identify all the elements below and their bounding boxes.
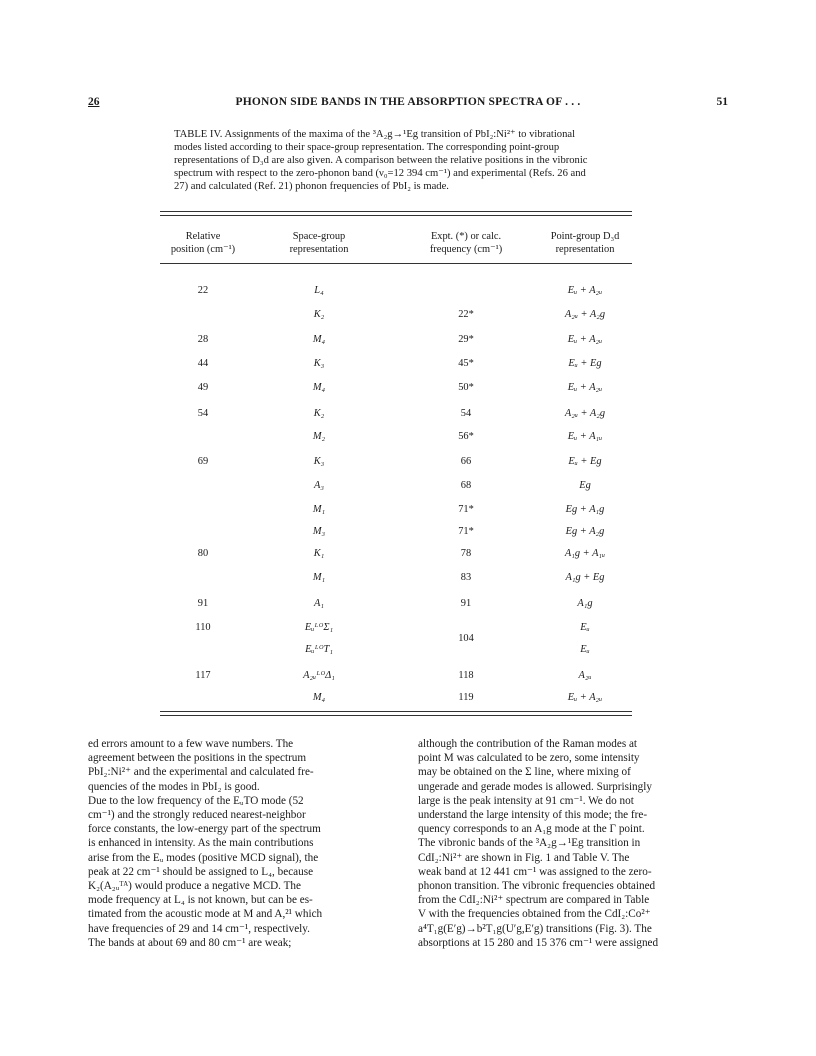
table-cell-pg: Eg + A₁g [565, 504, 605, 515]
table-cell-pg: A₂ᵤ + A₂g [564, 309, 606, 320]
body-line: may be obtained on the Σ line, where mixing of [418, 766, 631, 779]
body-line: mode frequency at L₄ is not known, but can be es- [88, 894, 313, 907]
table-cell-pg: A₁g + A₁ᵤ [564, 548, 606, 559]
table-cell-sg: M₁ [312, 572, 326, 583]
table-cell-freq: 50* [458, 382, 474, 393]
table-top-rule [160, 211, 632, 212]
body-line: CdI₂:Ni²⁺ are shown in Fig. 1 and Table V. The [418, 851, 630, 864]
table-cell-sg: EᵤᴸᴼT₁ [305, 644, 333, 655]
table-cell-pg: Eᵤ + A₂ᵤ [567, 692, 603, 703]
column-header-frequency: Expt. (*) or calc. frequency (cm⁻¹) [429, 231, 503, 255]
caption-line: spectrum with respect to the zero-phonon band (ν₀=12 394 cm⁻¹) and experimental (Refs. 26 and [174, 168, 586, 180]
body-line: have frequencies of 29 and 14 cm⁻¹, respectively. [88, 922, 310, 935]
table-cell-rel: 117 [195, 670, 211, 681]
body-line: arise from the Eᵤ modes (positive MCD signal), the [88, 851, 319, 864]
table-cell-sg: K₃ [313, 456, 325, 467]
table-cell-sg: K₂ [313, 408, 325, 419]
table-cell-pg: Eg [579, 480, 591, 491]
table-cell-freq: 71* [458, 504, 474, 515]
body-column-right [418, 737, 730, 950]
table-cell-rel: 28 [197, 334, 209, 345]
running-title: PHONON SIDE BANDS IN THE ABSORPTION SPECTRA OF . . . [235, 96, 581, 108]
body-line: from the CdI₂:Ni²⁺ spectrum are compared in Table [418, 894, 650, 907]
caption-line: representations of D₃d are also given. A comparison between the relative positions in the vibronic [174, 155, 588, 167]
table-cell-sg: K₂ [313, 309, 325, 320]
page-number: 51 [716, 96, 728, 108]
table-cell-sg: A₃ [314, 480, 324, 491]
body-line: V with the frequencies obtained from the CdI₂:Co²⁺ [418, 908, 651, 921]
body-line: agreement between the positions in the spectrum [88, 752, 307, 765]
table-cell-freq: 78 [460, 548, 472, 559]
caption-line: modes listed according to their space-group representation. The corresponding point-group [174, 142, 560, 154]
table-header-rule [160, 263, 632, 264]
table-cell-sg: A₁ [314, 598, 324, 609]
body-line: is enhanced in intensity. As the main contributions [88, 837, 314, 850]
table-cell-freq: 68 [460, 480, 472, 491]
caption-line: 27) and calculated (Ref. 21) phonon frequencies of PbI₂ is made. [174, 181, 449, 193]
table-cell-freq: 66 [460, 456, 472, 467]
table-cell-pg: Eᵤ [580, 644, 590, 655]
body-line: quency corresponds to an A₁g mode at the Γ point. [418, 823, 645, 836]
table-cell-freq: 71* [458, 526, 474, 537]
column-header-space-group: Space-group representation [289, 231, 349, 255]
table-cell-pg: A₁g [577, 598, 593, 609]
table-cell-sg: M₃ [312, 526, 326, 537]
column-header-point-group: Point-group D₃d representation [550, 231, 620, 255]
table-cell-sg: L₄ [314, 285, 324, 296]
body-line: large is the peak intensity at 91 cm⁻¹. We do not [418, 794, 634, 807]
table-cell-rel: 44 [197, 358, 209, 369]
body-line: cm⁻¹) and the strongly reduced nearest-neighbor [88, 809, 306, 822]
table-cell-rel: 80 [197, 548, 209, 559]
table-cell-pg: A₂ᵤ [578, 670, 592, 681]
table-cell-pg: Eᵤ + A₁ᵤ [567, 431, 603, 442]
table-cell-freq: 45* [458, 358, 474, 369]
body-line: quencies of the modes in PbI₂ is good. [88, 780, 260, 793]
body-line: ed errors amount to a few wave numbers. The [88, 738, 294, 750]
column-header-relative-position: Relative position (cm⁻¹) [170, 231, 236, 255]
table-cell-rel: 54 [197, 408, 209, 419]
table-bottom-rule [160, 711, 632, 712]
table-cell-sg: K₁ [313, 548, 325, 559]
table-cell-pg: Eᵤ + Eg [568, 358, 602, 369]
table-cell-freq: 29* [458, 334, 474, 345]
body-line: peak at 22 cm⁻¹ should be assigned to L₄, because [88, 865, 314, 878]
body-line: phonon transition. The vibronic frequencies obtained [418, 880, 656, 893]
body-line: ungerade and gerade modes is allowed. Surprisingly [418, 780, 652, 793]
caption-line: TABLE IV. Assignments of the maxima of the ³A₂g→¹Eg transition of PbI₂:Ni²⁺ to vibrational [174, 129, 576, 140]
table-cell-sg: EᵤᴸᴼΣ₁ [304, 622, 334, 633]
body-line: although the contribution of the Raman modes at [418, 738, 638, 750]
body-line: Due to the low frequency of the EᵤTO mode (52 [88, 794, 304, 807]
volume-number: 26 [88, 96, 100, 108]
table-cell-pg: Eᵤ + A₂ᵤ [567, 285, 603, 296]
body-line: PbI₂:Ni²⁺ and the experimental and calculated fre- [88, 766, 314, 779]
table-cell-sg: M₄ [312, 334, 326, 345]
body-line: force constants, the low-energy part of the spectrum [88, 823, 321, 836]
body-line: absorptions at 15 280 and 15 376 cm⁻¹ were assigned [418, 936, 659, 949]
table-top-rule [160, 215, 632, 216]
table-cell-rel: 69 [197, 456, 209, 467]
table-cell-pg: Eᵤ + A₂ᵤ [567, 334, 603, 345]
table-cell-freq: 91 [460, 598, 472, 609]
table-cell-freq: 119 [458, 692, 474, 703]
body-line: The vibronic bands of the ³A₂g→¹Eg transition in [418, 837, 641, 850]
body-line: K₂(A₂ᵤᵀᴬ) would produce a negative MCD. The [88, 880, 301, 893]
table-cell-rel: 49 [197, 382, 209, 393]
table-cell-pg: A₂ᵤ + A₂g [564, 408, 606, 419]
table-cell-rel: 110 [195, 622, 211, 633]
table-cell-sg: M₄ [312, 382, 326, 393]
table-cell-rel: 91 [197, 598, 209, 609]
body-column-left [88, 737, 388, 950]
table-cell-freq: 54 [460, 408, 472, 419]
table-cell-sg: A₂ᵤᴸᴼΔ₁ [303, 670, 335, 681]
table-cell-freq: 56* [458, 431, 474, 442]
table-cell-freq: 118 [458, 670, 474, 681]
table-cell-sg: M₁ [312, 504, 326, 515]
table-cell-freq: 104 [458, 633, 474, 644]
table-cell-pg: Eᵤ + Eg [568, 456, 602, 467]
body-line: point M was calculated to be zero, some intensity [418, 752, 640, 765]
table-cell-freq: 83 [460, 572, 472, 583]
body-line: weak band at 12 441 cm⁻¹ was assigned to the zero- [418, 865, 652, 878]
table-cell-sg: K₃ [313, 358, 325, 369]
body-line: The bands at about 69 and 80 cm⁻¹ are weak; [88, 936, 292, 949]
table-cell-sg: M₂ [312, 431, 326, 442]
table-cell-freq: 22* [458, 309, 474, 320]
page-header [88, 96, 728, 112]
body-line: understand the large intensity of this mode; the fre- [418, 809, 648, 822]
table-cell-rel: 22 [197, 285, 209, 296]
table-cell-pg: Eᵤ + A₂ᵤ [567, 382, 603, 393]
body-line: a⁴T₁g(E′g)→b²T₁g(U′g,E′g) transitions (Fig. 3). The [418, 922, 652, 935]
body-line: timated from the acoustic mode at M and A,²¹ which [88, 908, 323, 921]
table-cell-sg: M₄ [312, 692, 326, 703]
table-cell-pg: A₁g + Eg [565, 572, 605, 583]
table-caption [174, 128, 650, 193]
table-cell-pg: Eᵤ [580, 622, 590, 633]
table-cell-pg: Eg + A₂g [565, 526, 605, 537]
table-bottom-rule [160, 715, 632, 716]
